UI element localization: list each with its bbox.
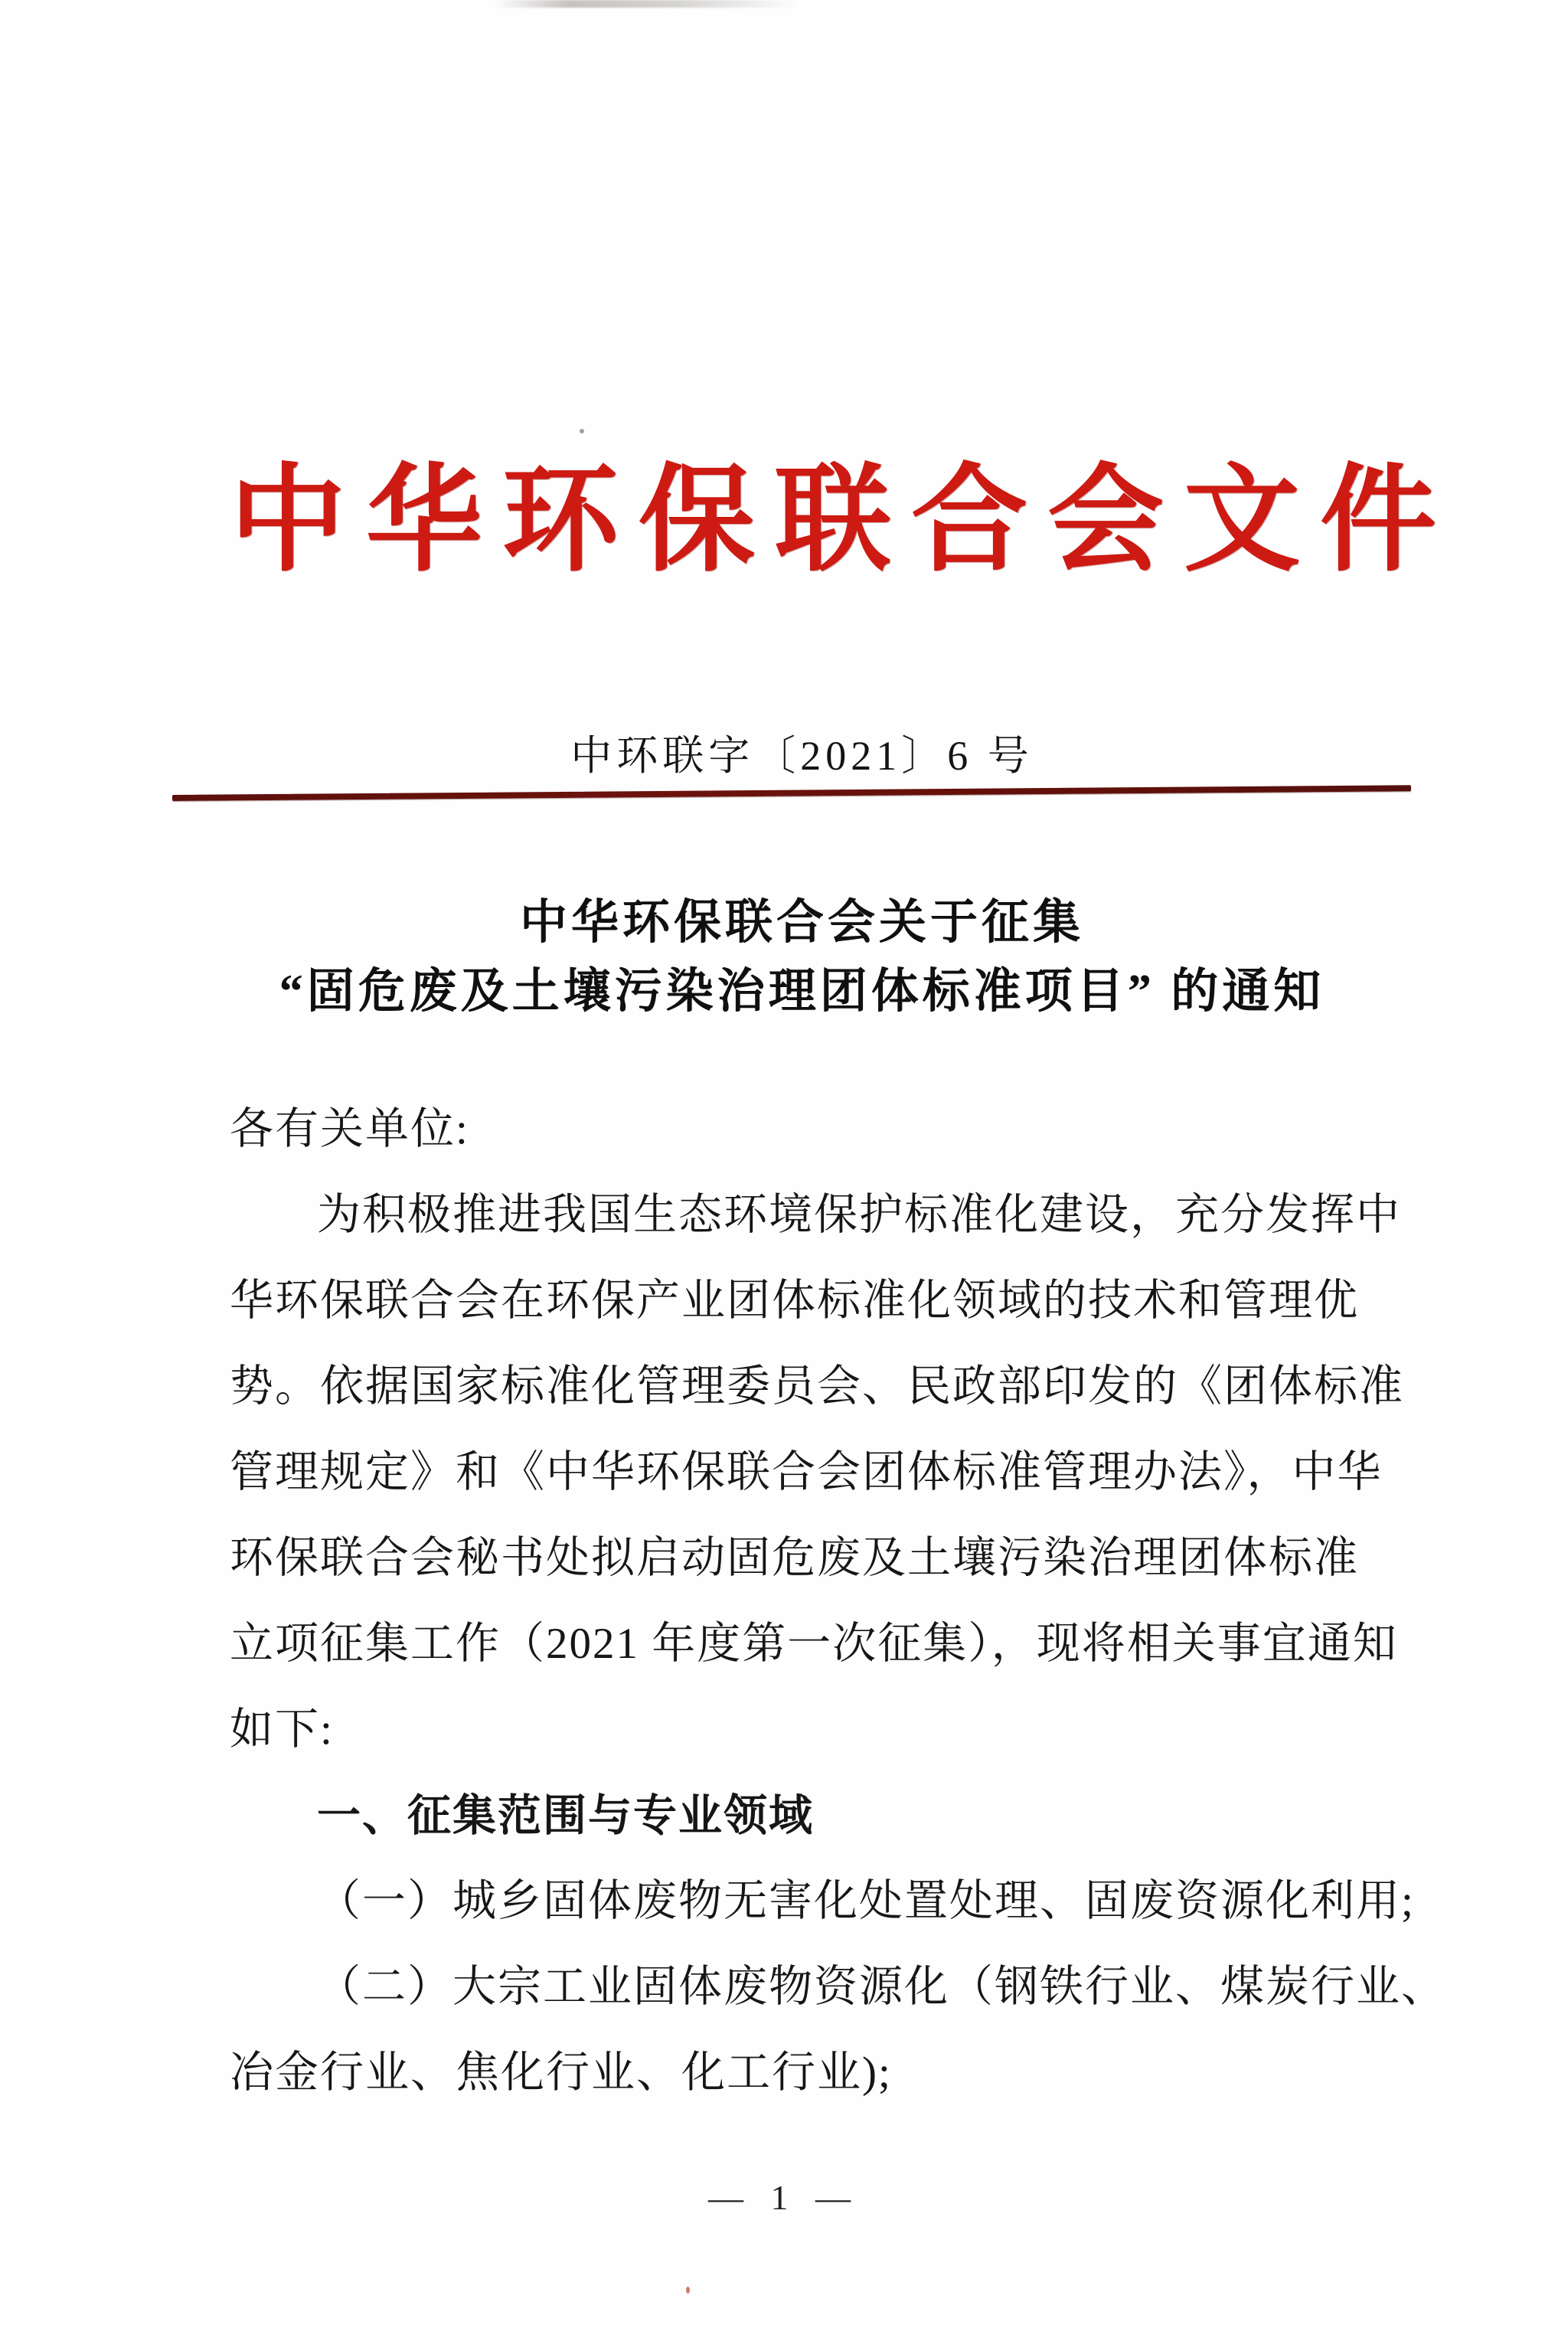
salutation: 各有关单位: (230, 1105, 469, 1153)
section-heading: 一、征集范围与专业领域 (317, 1791, 814, 1840)
body-line: 立项征集工作（2021 年度第一次征集），现将相关事宜通知 (230, 1620, 1398, 1668)
body-line: 如下: (230, 1705, 334, 1754)
body-line: 华环保联合会在环保产业团体标准化领域的技术和管理优 (230, 1277, 1359, 1325)
scan-speck-red (686, 2287, 690, 2294)
doc-number: 中环联字〔2021〕6 号 (570, 733, 1034, 779)
doc-title-line1: 中华环保联合会关于征集 (519, 897, 1084, 949)
body-line: 势。依据国家标准化管理委员会、民政部印发的《团体标准 (230, 1362, 1404, 1411)
doc-title (230, 888, 1374, 1026)
body-line: 环保联合会秘书处拟启动固危废及土壤污染治理团体标准 (230, 1534, 1359, 1582)
body-line: 管理规定》和《中华环保联合会团体标准管理办法》，中华 (230, 1448, 1383, 1496)
scan-speck-gray (580, 429, 584, 433)
body-line: （二）大宗工业固体废物资源化（钢铁行业、煤炭行业、 (317, 1963, 1446, 2011)
body-line: （一）城乡固体废物无害化处置处理、固废资源化利用; (317, 1877, 1415, 1925)
page-number: — 1 — (708, 2178, 860, 2217)
letterhead-rule (172, 785, 1411, 801)
scan-smudge-artifact (494, 0, 800, 8)
org-header-title: 中华环保联合会文件 (230, 456, 1456, 585)
body-line: 冶金行业、焦化行业、化工行业); (230, 2048, 892, 2097)
body-line: 为积极推进我国生态环境保护标准化建设，充分发挥中 (317, 1191, 1401, 1239)
doc-title-line2: “固危废及土壤污染治理团体标准项目” 的通知 (279, 966, 1325, 1018)
doc-body (230, 1087, 1446, 2116)
